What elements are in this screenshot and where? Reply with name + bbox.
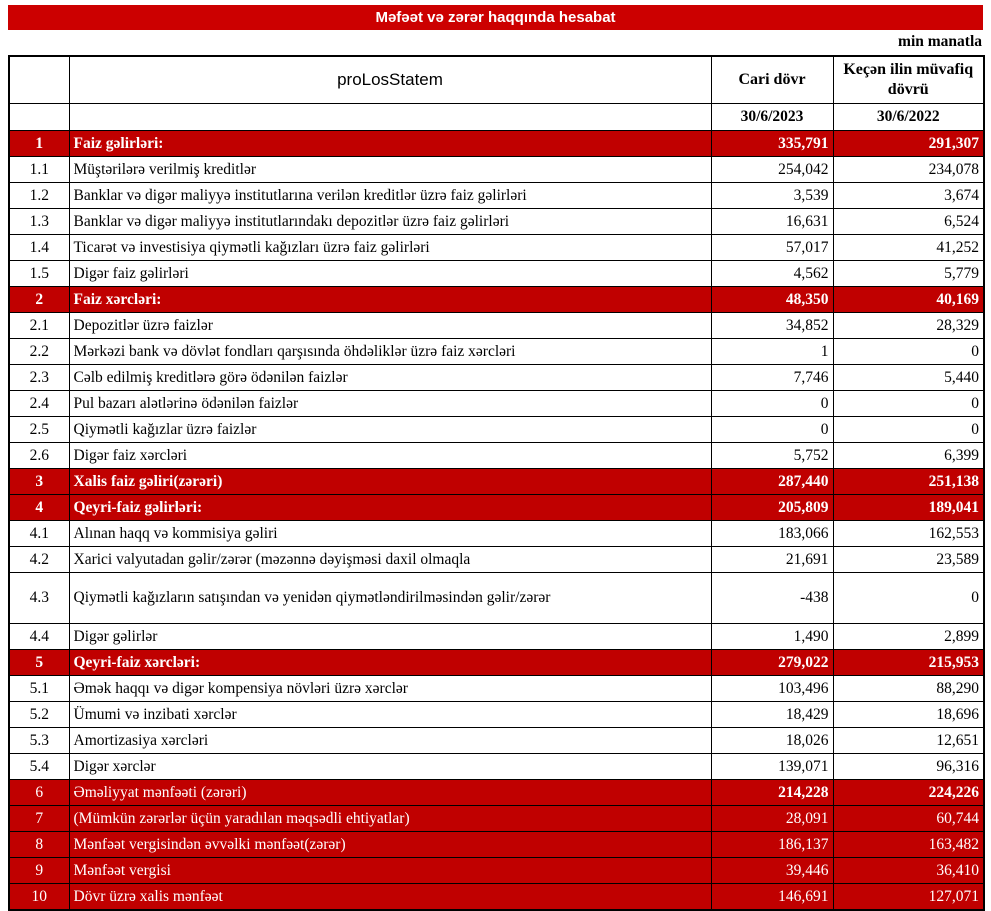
table-row	[9, 417, 984, 443]
row-value-current: 48,350	[711, 287, 833, 313]
row-value-current: 18,429	[711, 702, 833, 728]
row-number: 2.4	[9, 391, 69, 417]
subheader-previous-date: 30/6/2022	[833, 104, 984, 131]
row-label: Qiymətli kağızlar üzrə faizlər	[69, 417, 711, 443]
table-row	[9, 365, 984, 391]
report-title: Məfəət və zərər haqqında hesabat	[375, 9, 616, 26]
table-body	[9, 131, 984, 911]
row-label: Digər faiz xərcləri	[69, 443, 711, 469]
row-number: 2.3	[9, 365, 69, 391]
row-number: 8	[9, 832, 69, 858]
table-row	[9, 209, 984, 235]
row-number: 1.1	[9, 157, 69, 183]
report-title-bar	[8, 5, 983, 30]
row-value-previous: 127,071	[833, 884, 984, 911]
row-value-previous: 36,410	[833, 858, 984, 884]
row-number: 4.1	[9, 521, 69, 547]
row-label: Mərkəzi bank və dövlət fondları qarşısında öhdəliklər üzrə faiz xərcləri	[69, 339, 711, 365]
row-value-current: 287,440	[711, 469, 833, 495]
row-value-current: 34,852	[711, 313, 833, 339]
table-row	[9, 313, 984, 339]
row-number: 3	[9, 469, 69, 495]
row-value-current: 18,026	[711, 728, 833, 754]
row-number: 5.2	[9, 702, 69, 728]
row-value-previous: 234,078	[833, 157, 984, 183]
row-label: Faiz xərcləri:	[69, 287, 711, 313]
row-value-current: 254,042	[711, 157, 833, 183]
unit-label: min manatla	[898, 33, 982, 50]
row-value-previous: 291,307	[833, 131, 984, 157]
row-value-current: 0	[711, 417, 833, 443]
table-row	[9, 287, 984, 313]
row-label: Əmək haqqı və digər kompensiya növləri üzrə xərclər	[69, 676, 711, 702]
row-label: Ticarət və investisiya qiymətli kağızları üzrə faiz gəlirləri	[69, 235, 711, 261]
row-label: Dövr üzrə xalis mənfəət	[69, 884, 711, 911]
row-value-current: 21,691	[711, 547, 833, 573]
row-value-previous: 2,899	[833, 624, 984, 650]
table-row	[9, 183, 984, 209]
table-row	[9, 495, 984, 521]
row-value-current: 16,631	[711, 209, 833, 235]
table-row	[9, 728, 984, 754]
row-value-previous: 162,553	[833, 521, 984, 547]
row-number: 4.3	[9, 573, 69, 624]
row-value-current: 214,228	[711, 780, 833, 806]
row-number: 1.3	[9, 209, 69, 235]
row-value-current: 0	[711, 391, 833, 417]
row-value-current: 139,071	[711, 754, 833, 780]
table-row	[9, 391, 984, 417]
row-number: 1.4	[9, 235, 69, 261]
row-value-current: 186,137	[711, 832, 833, 858]
row-value-current: 183,066	[711, 521, 833, 547]
row-number: 4	[9, 495, 69, 521]
table-row	[9, 624, 984, 650]
row-value-current: 28,091	[711, 806, 833, 832]
row-label: (Mümkün zərərlər üçün yaradılan məqsədli ehtiyatlar)	[69, 806, 711, 832]
row-value-previous: 88,290	[833, 676, 984, 702]
row-number: 1.2	[9, 183, 69, 209]
row-value-current: 57,017	[711, 235, 833, 261]
table-row	[9, 650, 984, 676]
row-value-previous: 251,138	[833, 469, 984, 495]
row-value-previous: 6,524	[833, 209, 984, 235]
row-label: Banklar və digər maliyyə institutlarındakı depozitlər üzrə faiz gəlirləri	[69, 209, 711, 235]
table-row	[9, 806, 984, 832]
row-label: Qeyri-faiz gəlirləri:	[69, 495, 711, 521]
row-value-current: 3,539	[711, 183, 833, 209]
row-label: Digər faiz gəlirləri	[69, 261, 711, 287]
row-value-previous: 0	[833, 391, 984, 417]
table-row	[9, 676, 984, 702]
row-value-current: 103,496	[711, 676, 833, 702]
row-number: 5.4	[9, 754, 69, 780]
header-number-col	[9, 56, 69, 104]
row-number: 1.5	[9, 261, 69, 287]
table-row	[9, 339, 984, 365]
table-subheader-row	[9, 104, 984, 131]
table-row	[9, 469, 984, 495]
row-label: Depozitlər üzrə faizlər	[69, 313, 711, 339]
row-value-previous: 163,482	[833, 832, 984, 858]
table-row	[9, 443, 984, 469]
row-value-previous: 60,744	[833, 806, 984, 832]
row-number: 5.1	[9, 676, 69, 702]
row-number: 10	[9, 884, 69, 911]
table-row	[9, 754, 984, 780]
row-label: Banklar və digər maliyyə institutlarına verilən kreditlər üzrə faiz gəlirləri	[69, 183, 711, 209]
table-row	[9, 547, 984, 573]
row-number: 2.2	[9, 339, 69, 365]
row-label: Qeyri-faiz xərcləri:	[69, 650, 711, 676]
row-label: Cəlb edilmiş kreditlərə görə ödənilən faizlər	[69, 365, 711, 391]
table-row	[9, 131, 984, 157]
row-number: 2.1	[9, 313, 69, 339]
row-label: Xalis faiz gəliri(zərəri)	[69, 469, 711, 495]
header-current-period: Cari dövr	[711, 56, 833, 104]
row-value-current: 7,746	[711, 365, 833, 391]
table-row	[9, 884, 984, 911]
row-value-previous: 224,226	[833, 780, 984, 806]
row-value-current: 205,809	[711, 495, 833, 521]
row-value-previous: 5,440	[833, 365, 984, 391]
row-value-previous: 40,169	[833, 287, 984, 313]
row-label: Qiymətli kağızların satışından və yenidən qiymətləndirilməsindən gəlir/zərər	[69, 573, 711, 624]
subheader-name-col	[69, 104, 711, 131]
row-number: 5	[9, 650, 69, 676]
subheader-current-date: 30/6/2023	[711, 104, 833, 131]
row-number: 7	[9, 806, 69, 832]
row-value-previous: 0	[833, 417, 984, 443]
row-value-current: 335,791	[711, 131, 833, 157]
row-value-current: -438	[711, 573, 833, 624]
row-value-current: 39,446	[711, 858, 833, 884]
row-value-previous: 18,696	[833, 702, 984, 728]
row-value-previous: 96,316	[833, 754, 984, 780]
row-label: Mənfəət vergisindən əvvəlki mənfəət(zərər)	[69, 832, 711, 858]
row-label: Faiz gəlirləri:	[69, 131, 711, 157]
row-number: 4.4	[9, 624, 69, 650]
row-value-current: 1	[711, 339, 833, 365]
row-label: Digər xərclər	[69, 754, 711, 780]
row-number: 4.2	[9, 547, 69, 573]
row-value-previous: 5,779	[833, 261, 984, 287]
row-label: Xarici valyutadan gəlir/zərər (məzənnə dəyişməsi daxil olmaqla	[69, 547, 711, 573]
row-value-current: 146,691	[711, 884, 833, 911]
row-value-previous: 0	[833, 339, 984, 365]
row-label: Mənfəət vergisi	[69, 858, 711, 884]
row-value-previous: 189,041	[833, 495, 984, 521]
table-row	[9, 832, 984, 858]
table-row	[9, 157, 984, 183]
header-previous-period: Keçən ilin müvafiq dövrü	[833, 56, 984, 104]
profit-loss-table	[8, 55, 985, 911]
table-row	[9, 780, 984, 806]
row-label: Amortizasiya xərcləri	[69, 728, 711, 754]
table-row	[9, 521, 984, 547]
table-row	[9, 702, 984, 728]
row-value-current: 279,022	[711, 650, 833, 676]
row-label: Əməliyyat mənfəəti (zərəri)	[69, 780, 711, 806]
row-value-current: 5,752	[711, 443, 833, 469]
row-value-previous: 23,589	[833, 547, 984, 573]
row-number: 2.5	[9, 417, 69, 443]
header-statement-name: proLosStatem	[69, 56, 711, 104]
table-row	[9, 858, 984, 884]
row-number: 6	[9, 780, 69, 806]
table-row	[9, 573, 984, 624]
row-label: Digər gəlirlər	[69, 624, 711, 650]
subheader-number-col	[9, 104, 69, 131]
row-label: Alınan haqq və kommisiya gəliri	[69, 521, 711, 547]
row-value-previous: 6,399	[833, 443, 984, 469]
row-number: 9	[9, 858, 69, 884]
row-number: 2	[9, 287, 69, 313]
row-value-current: 4,562	[711, 261, 833, 287]
row-number: 2.6	[9, 443, 69, 469]
row-value-previous: 28,329	[833, 313, 984, 339]
row-label: Müştərilərə verilmiş kreditlər	[69, 157, 711, 183]
table-header-row	[9, 56, 984, 104]
row-value-previous: 215,953	[833, 650, 984, 676]
row-number: 5.3	[9, 728, 69, 754]
row-value-previous: 12,651	[833, 728, 984, 754]
row-value-current: 1,490	[711, 624, 833, 650]
row-label: Pul bazarı alətlərinə ödənilən faizlər	[69, 391, 711, 417]
row-value-previous: 41,252	[833, 235, 984, 261]
row-value-previous: 3,674	[833, 183, 984, 209]
row-value-previous: 0	[833, 573, 984, 624]
row-label: Ümumi və inzibati xərclər	[69, 702, 711, 728]
row-number: 1	[9, 131, 69, 157]
table-row	[9, 261, 984, 287]
table-row	[9, 235, 984, 261]
